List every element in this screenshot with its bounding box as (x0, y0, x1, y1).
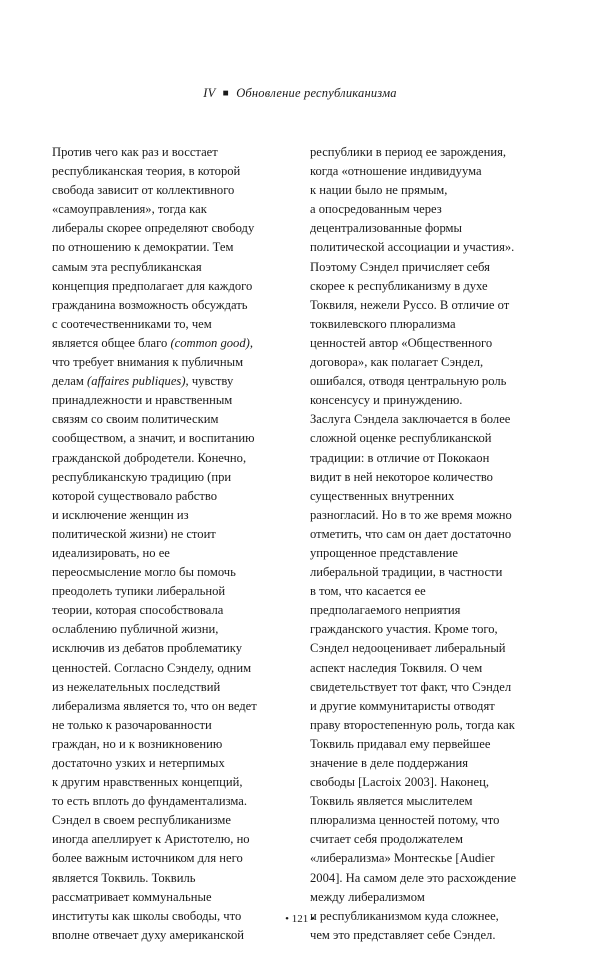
text-line: и республиканизмом куда сложнее, (310, 908, 499, 923)
text-line: с соотечественниками то, чем (52, 316, 212, 331)
text-line: рассматривает коммунальные (52, 889, 212, 904)
text-line: не только к разочарованности (52, 717, 212, 732)
text-line: праву второстепенную роль, тогда как (310, 717, 515, 732)
text-line: предполагаемого неприятия (310, 603, 461, 618)
text-line: упрощенное представление (310, 545, 459, 560)
text-line: Токвиля, нежели Руссо. В отличие от (310, 297, 510, 312)
text-line: Сэндел недооценивает либеральный (310, 641, 506, 656)
text-line: и другие коммунитаристы отводят (310, 698, 495, 713)
text-line: политической жизни) не стоит (52, 526, 216, 541)
text-line: гражданского участия. Кроме того, (310, 622, 498, 637)
text-line: которой существовало рабство (52, 488, 218, 503)
text-line: 2004]. На самом деле это расхождение (310, 870, 517, 885)
text-line: более важным источником для него (52, 851, 243, 866)
text-line: гражданина возможность обсуждать (52, 297, 248, 312)
text-line: иногда апеллирует к Аристотелю, но (52, 832, 250, 847)
text-line: исключив из дебатов проблематику (52, 641, 243, 656)
chapter-number: IV (203, 86, 216, 100)
text-line: аспект наследия Токвиля. О чем (310, 660, 483, 675)
text-line: принадлежности и нравственным (52, 393, 233, 408)
text-column-right (310, 143, 544, 945)
text-line: «либерализма» Монтескье [Audier (310, 851, 495, 866)
text-line: либералы скорее определяют свободу (52, 221, 255, 236)
text-line: является Токвиль. Токвиль (52, 870, 196, 885)
text-line: когда «отношение индивидуума (310, 164, 482, 179)
text-line: то есть вплоть до фундаментализма. (52, 794, 248, 809)
text-line: к нации было не прямым, (310, 183, 448, 198)
text-line: свобода зависит от коллективного (52, 183, 235, 198)
text-line: а опосредованным через (310, 202, 442, 217)
text-line: связям со своим политическим (52, 412, 219, 427)
text-line: преодолеть тупики либеральной (52, 584, 226, 599)
text-line: ошибался, отводя центральную роль (310, 374, 507, 389)
text-column-left (52, 143, 286, 945)
text-line: токвилевского плюрализма (310, 316, 456, 331)
text-line: достаточно узких и нетерпимых (52, 756, 225, 770)
header-separator: ■ (222, 88, 229, 99)
text-line: граждан, но и к возникновению (52, 736, 223, 751)
italic-term: (affaires publiques), (87, 374, 189, 389)
text-line: делам (affaires publiques), чувству (52, 374, 234, 389)
text-line: республики в период ее зарождения, (310, 145, 507, 159)
text-line: Заслуга Сэндела заключается в более (310, 412, 511, 427)
text-line: плюрализма ценностей потому, что (310, 813, 500, 828)
text-line: либеральной традиции, в частности (310, 565, 503, 580)
text-line: свидетельствует тот факт, что Сэндел (310, 679, 512, 694)
text-line: Сэндел в своем республиканизме (52, 813, 231, 828)
text-line: консенсусу и принуждению. (310, 393, 463, 408)
text-line: по отношению к демократии. Тем (52, 240, 234, 255)
text-line: что требует внимания к публичным (52, 355, 244, 370)
text-line: переосмысление могло бы помочь (52, 565, 236, 580)
text-line: республиканскую традицию (при (52, 469, 232, 484)
text-line: договора», как полагает Сэндел, (310, 355, 484, 370)
text-line: сообществом, а значит, и воспитанию (52, 431, 255, 446)
text-line: самым эта республиканская (52, 259, 202, 274)
text-line: существенных внутренних (310, 488, 455, 503)
chapter-title: Обновление республиканизма (236, 86, 397, 100)
text-line: идеализировать, но ее (52, 545, 170, 560)
italic-term: (common good), (170, 335, 253, 350)
text-line: между либерализмом (310, 889, 425, 904)
text-line: считает себя продолжателем (310, 832, 463, 847)
text-line: в том, что касается ее (310, 584, 426, 599)
text-line: Поэтому Сэндел причисляет себя (310, 259, 490, 274)
page-number: • 121 • (285, 913, 315, 925)
text-line: ценностей. Согласно Сэнделу, одним (52, 660, 252, 675)
text-line: вполне отвечает духу американской (52, 927, 245, 942)
text-line: политической ассоциации и участия». (310, 240, 515, 255)
text-line: скорее к республиканизму в духе (310, 278, 488, 293)
text-line: институты как школы свободы, что (52, 908, 242, 923)
text-line: гражданской добродетели. Конечно, (52, 450, 247, 465)
text-line: ослаблению публичной жизни, (52, 622, 219, 637)
text-line: является общее благо (common good), (52, 335, 253, 350)
text-line: «самоуправления», тогда как (52, 202, 207, 217)
text-line: к другим нравственных концепций, (52, 775, 243, 790)
text-line: децентрализованные формы (310, 221, 462, 236)
text-line: Против чего как раз и восстает (52, 145, 218, 159)
running-header (0, 86, 600, 101)
text-line: либерализма является то, что он ведет (52, 698, 257, 713)
text-line: видит в ней некоторое количество (310, 469, 493, 484)
text-line: значение в деле поддержания (310, 756, 468, 770)
text-line: традиции: в отличие от Пококаон (310, 450, 490, 465)
text-line: сложной оценке республиканской (310, 431, 492, 446)
text-line: свободы [Lacroix 2003]. Наконец, (310, 775, 489, 790)
text-line: отметить, что сам он дает достаточно (310, 526, 512, 541)
text-line: Токвиль является мыслителем (310, 794, 473, 809)
text-line: республиканская теория, в которой (52, 164, 241, 179)
text-line: и исключение женщин из (52, 507, 189, 522)
text-line: ценностей автор «Общественного (310, 335, 493, 350)
text-line: чем это представляет себе Сэндел. (310, 927, 496, 942)
text-line: теории, которая способствовала (52, 603, 224, 618)
text-line: разногласий. Но в то же время можно (310, 507, 512, 522)
text-line: концепция предполагает для каждого (52, 278, 253, 293)
text-line: Токвиль придавал ему первейшее (310, 736, 491, 751)
text-line: из нежелательных последствий (52, 679, 221, 694)
